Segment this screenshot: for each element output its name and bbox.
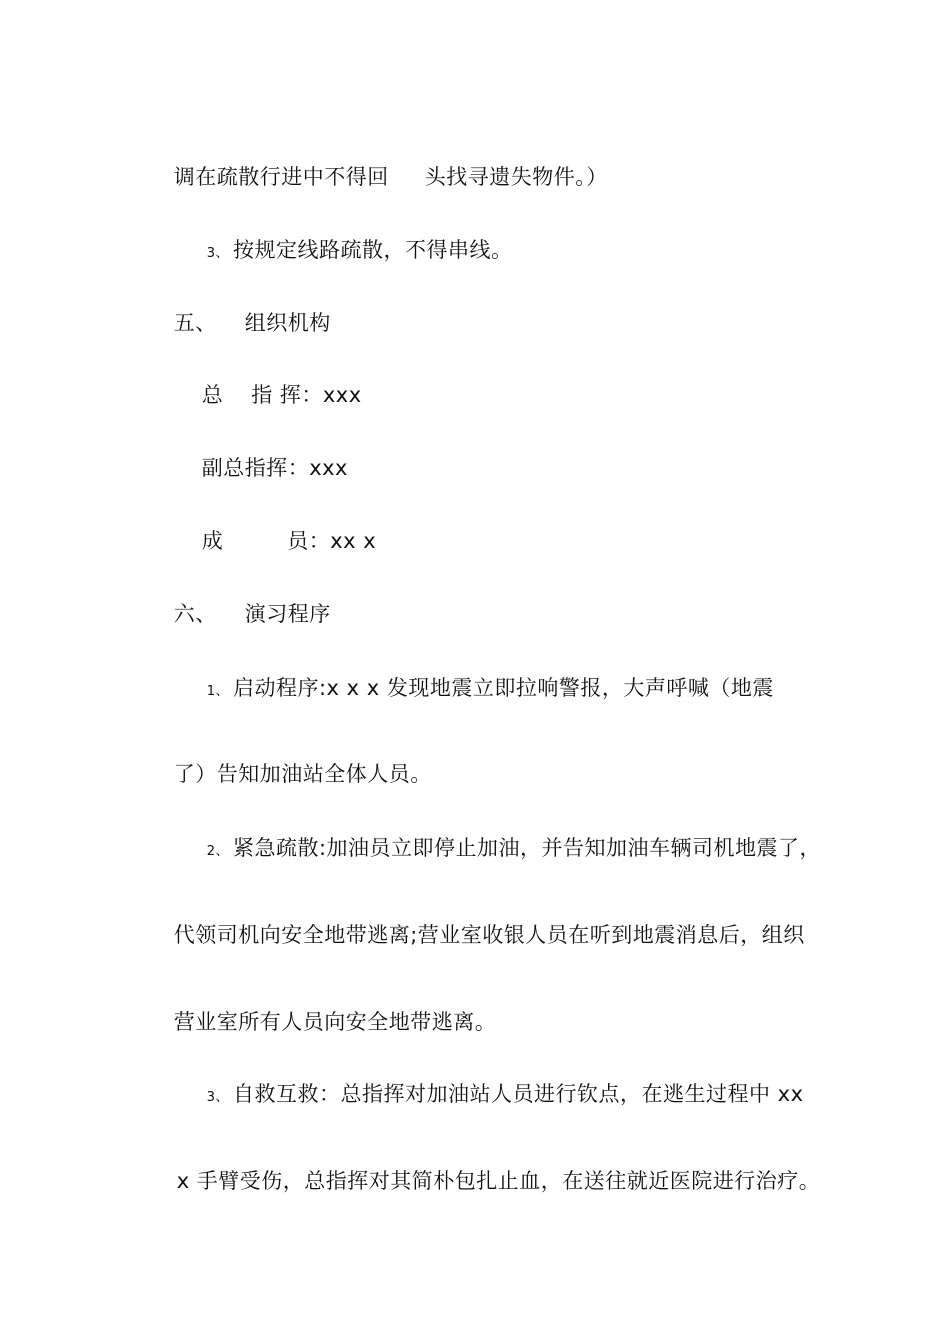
step2-line3 bbox=[145, 983, 496, 1061]
list-item-route bbox=[178, 211, 512, 293]
text-fragment: 头找寻遗失物件。） bbox=[424, 165, 608, 189]
paragraph-evacuation-note bbox=[145, 138, 608, 216]
list-text: 营业室所有人员向安全地带逃离。 bbox=[173, 1010, 497, 1034]
section-heading-organization bbox=[145, 284, 331, 362]
list-number: 3、 bbox=[206, 1090, 229, 1105]
list-number: 2、 bbox=[206, 844, 229, 859]
org-label: 总 bbox=[201, 383, 224, 407]
list-number: 1、 bbox=[206, 684, 229, 699]
org-value: 指 挥：xxx bbox=[251, 383, 362, 407]
step3-line2 bbox=[148, 1142, 820, 1220]
text-fragment: 调在疏散行进中不得回 bbox=[173, 165, 389, 189]
list-number: 3、 bbox=[206, 246, 229, 261]
list-text: 自救互救：总指挥对加油站人员进行钦点，在逃生过程中 xx bbox=[232, 1082, 804, 1106]
org-vice-commander bbox=[173, 429, 348, 507]
org-commander bbox=[173, 356, 362, 434]
step1-line1 bbox=[178, 649, 774, 731]
org-value: 员：xx x bbox=[287, 529, 377, 553]
list-text: 紧急疏散:加油员立即停止加油，并告知加油车辆司机地震了， bbox=[232, 836, 822, 860]
step1-line2 bbox=[145, 735, 432, 813]
org-members bbox=[173, 502, 376, 580]
step2-line2 bbox=[145, 896, 805, 974]
list-text: 启动程序:x x x 发现地震立即拉响警报，大声呼喊（地震 bbox=[232, 676, 774, 700]
list-text: 按规定线路疏散，不得串线。 bbox=[232, 238, 513, 262]
section-number: 五、 bbox=[173, 311, 217, 335]
step3-line1 bbox=[178, 1055, 804, 1137]
section-title: 组织机构 bbox=[244, 311, 331, 335]
list-text: x 手臂受伤，总指挥对其简朴包扎止血，在送往就近医院进行治疗。 bbox=[176, 1169, 821, 1193]
step2-line1 bbox=[178, 809, 821, 891]
section-title: 演习程序 bbox=[244, 602, 331, 626]
list-text: 代领司机向安全地带逃离;营业室收银人员在听到地震消息后，组织 bbox=[173, 923, 805, 947]
section-heading-procedure bbox=[145, 575, 331, 653]
section-number: 六、 bbox=[173, 602, 217, 626]
list-text: 了）告知加油站全体人员。 bbox=[173, 762, 432, 786]
org-label: 成 bbox=[201, 529, 224, 553]
org-value: 副总指挥：xxx bbox=[201, 456, 348, 480]
